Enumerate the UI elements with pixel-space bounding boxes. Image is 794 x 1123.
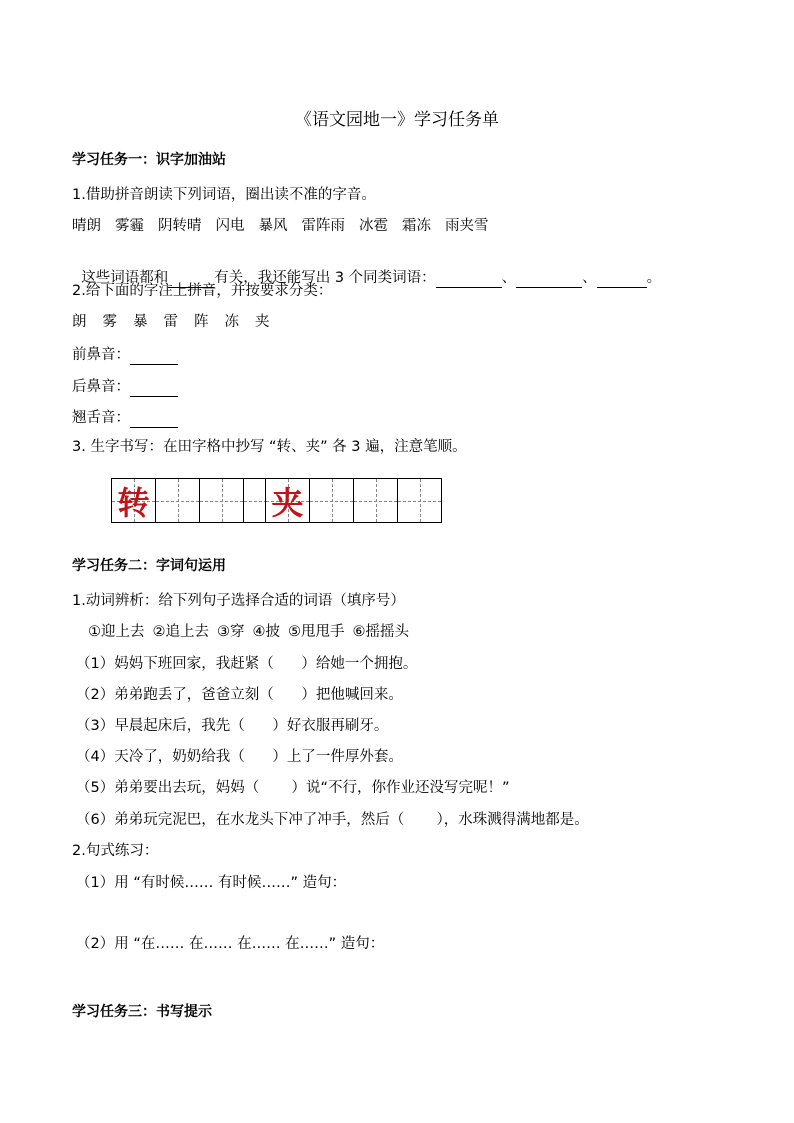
separator: 、 (582, 270, 597, 286)
char-item: 暴 (133, 314, 148, 330)
option-item: ②追上去 (152, 624, 209, 640)
task2-heading: 学习任务二：字词句运用 (72, 558, 226, 574)
word-item: 雨夹雪 (445, 218, 489, 234)
char-item: 雾 (102, 314, 117, 330)
task3-heading: 学习任务三：书写提示 (72, 1004, 212, 1020)
tianzige-cell (265, 478, 310, 523)
char-item: 夹 (255, 314, 270, 330)
task1-q1: 1.借助拼音朗读下列词语，圈出读不准的字音。 (72, 187, 376, 203)
model-char: 夹 (271, 483, 304, 522)
sentence: （5）弟弟要出去玩，妈妈（ ）说“不行，你作业还没写完呢！” (76, 780, 510, 796)
tianzige-grid-1 (111, 478, 288, 523)
blank-sentence-part2: 有关，我还能写出 3 个同类词语： (214, 270, 436, 286)
word-item: 晴朗 (72, 218, 101, 234)
option-list (88, 622, 417, 642)
blank-sentence-part1: 这些词语都和 (81, 270, 169, 286)
option-item: ④披 (252, 624, 280, 640)
category-front-nasal (72, 345, 178, 365)
task2-q1: 1.动词辨析：给下列句子选择合适的词语（填序号） (72, 593, 405, 609)
word-item: 雷阵雨 (301, 218, 345, 234)
blank-field[interactable] (130, 348, 178, 365)
blank-field[interactable] (130, 380, 178, 397)
tianzige-cell[interactable] (309, 478, 354, 523)
option-item: ⑥摇摇头 (352, 624, 409, 640)
page-title: 《语文园地一》学习任务单 (295, 110, 499, 130)
task1-q2: 2.给下面的字注上拼音，并按要求分类： (72, 283, 333, 299)
blank-field[interactable] (436, 271, 502, 288)
word-item: 阴转晴 (158, 218, 202, 234)
pattern-2: （2）用 “在…… 在…… 在…… 在……” 造句： (76, 936, 385, 952)
char-item: 阵 (194, 314, 209, 330)
blank-field[interactable] (516, 271, 582, 288)
sentence: （6）弟弟玩完泥巴，在水龙头下冲了冲手，然后（ ），水珠溅得满地都是。 (76, 812, 589, 828)
category-back-nasal (72, 377, 178, 397)
sentence: （4）天冷了，奶奶给我（ ）上了一件厚外套。 (76, 749, 403, 765)
blank-field[interactable] (597, 271, 647, 288)
task2-q2: 2.句式练习： (72, 843, 159, 859)
category-retroflex (72, 408, 178, 428)
word-item: 冰雹 (359, 218, 388, 234)
category-label: 后鼻音： (72, 379, 130, 395)
char-item: 朗 (72, 314, 87, 330)
tianzige-cell[interactable] (353, 478, 398, 523)
task1-q3: 3. 生字书写：在田字格中抄写 “转、夹” 各 3 遍，注意笔顺。 (72, 439, 467, 455)
pattern-1: （1）用 “有时候…… 有时候……” 造句： (76, 875, 347, 891)
sentence: （2）弟弟跑丢了，爸爸立刻（ ）把他喊回来。 (76, 687, 403, 703)
tianzige-cell[interactable] (397, 478, 442, 523)
sentence: （3）早晨起床后，我先（ ）好衣服再刷牙。 (76, 718, 389, 734)
task1-heading: 学习任务一：识字加油站 (72, 152, 226, 168)
separator: 、 (501, 270, 517, 286)
sentence: （1）妈妈下班回家，我赶紧（ ）给她一个拥抱。 (76, 656, 418, 672)
word-item: 霜冻 (402, 218, 431, 234)
option-item: ①迎上去 (88, 624, 145, 640)
tianzige-cell (111, 478, 156, 523)
word-item: 暴风 (258, 218, 288, 234)
sentence-end: 。 (646, 270, 662, 286)
word-item: 雾霾 (115, 218, 144, 234)
word-item: 闪电 (215, 218, 245, 234)
option-item: ⑤甩甩手 (288, 624, 345, 640)
char-list (72, 312, 286, 332)
category-label: 前鼻音： (72, 347, 130, 363)
tianzige-cell[interactable] (155, 478, 200, 523)
category-label: 翘舌音： (72, 410, 130, 426)
char-item: 雷 (163, 314, 178, 330)
option-item: ③穿 (217, 624, 245, 640)
tianzige-grid-2 (265, 478, 442, 523)
tianzige-cell[interactable] (199, 478, 244, 523)
word-list (72, 216, 503, 236)
model-char: 转 (117, 483, 150, 522)
char-item: 冻 (224, 314, 239, 330)
blank-field[interactable] (130, 411, 178, 428)
